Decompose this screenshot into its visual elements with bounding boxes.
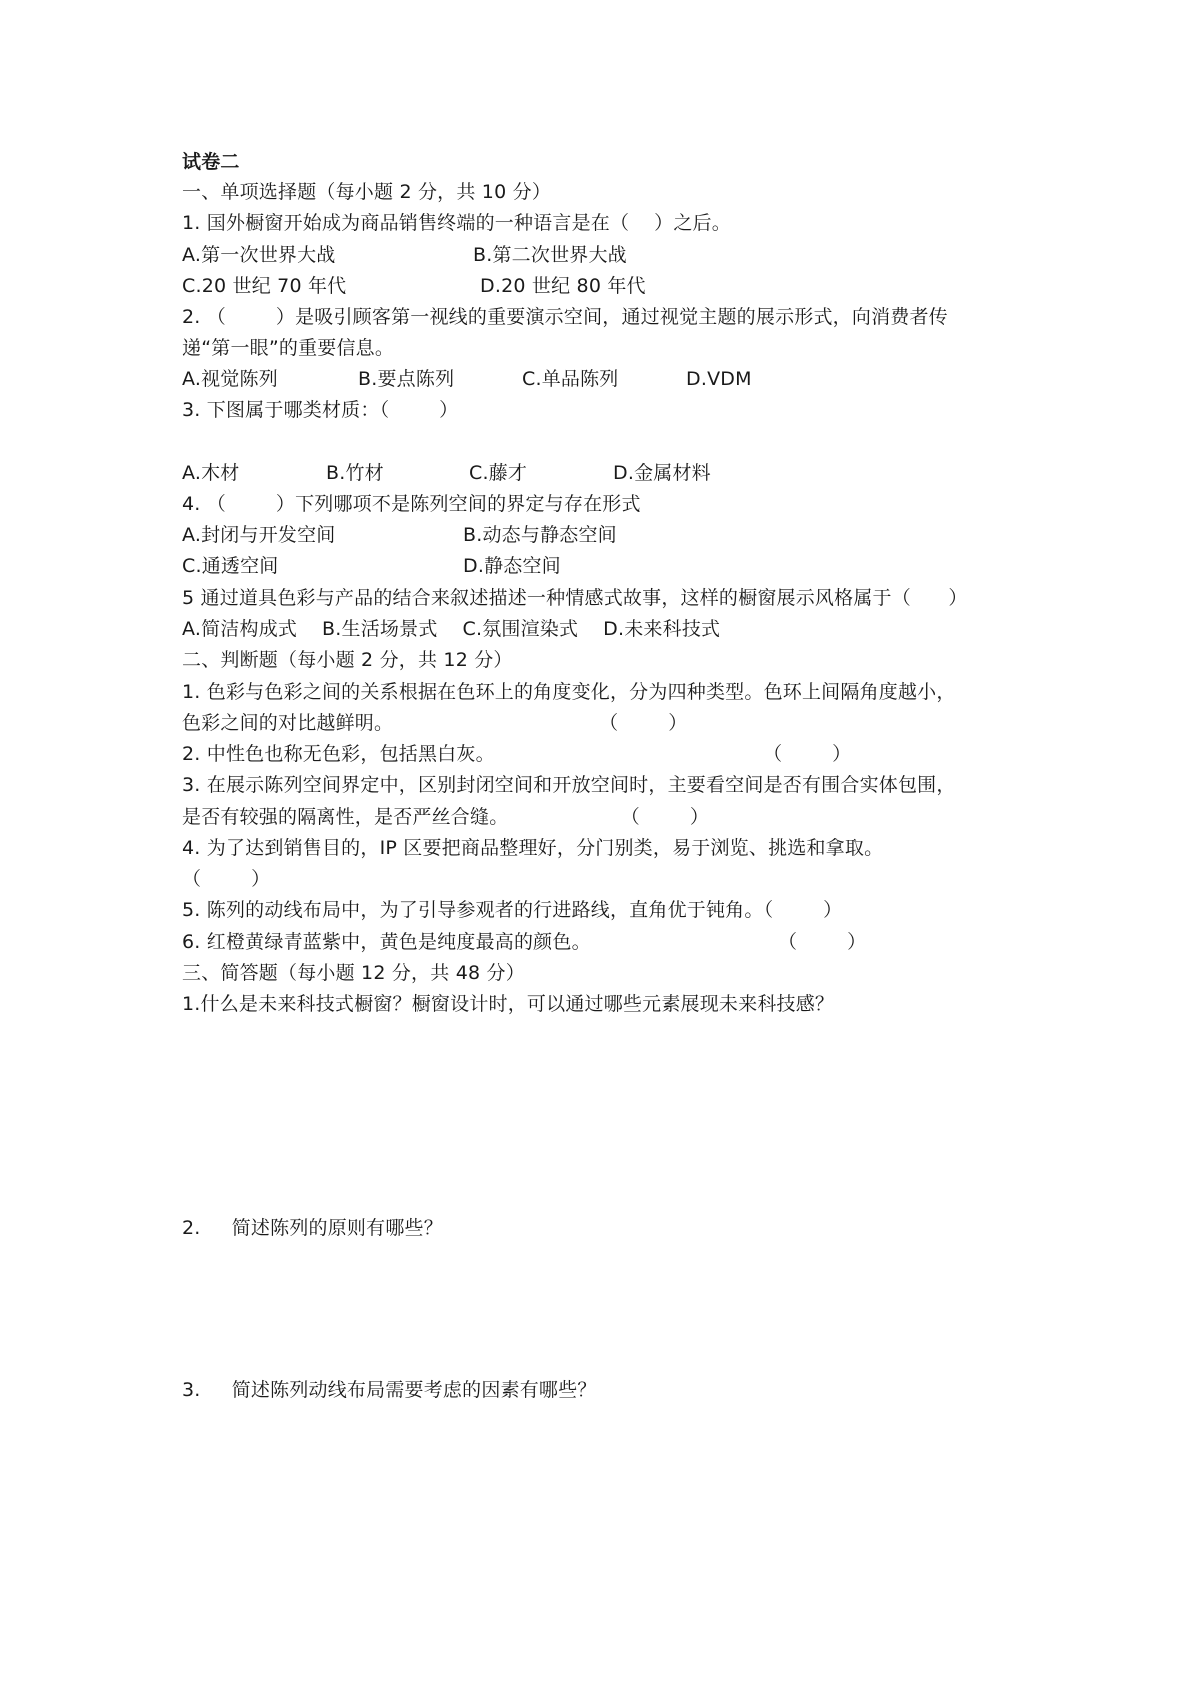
judge-q3-line1: 3. 在展示陈列空间界定中，区别封闭空间和开放空间时，主要看空间是否有围合实体包围， [182, 774, 956, 796]
exam-title: 试卷二 [182, 151, 240, 173]
q5-options: A.简洁构成式 B.生活场景式 C.氛围渲染式 D.未来科技式 [182, 618, 721, 640]
judge-q4-line1: 4. 为了达到销售目的，IP 区要把商品整理好，分门别类，易于浏览、挑选和拿取。 [182, 837, 884, 859]
q4-option-d: D.静态空间 [463, 555, 561, 577]
q4-option-a: A.封闭与开发空间 [182, 524, 336, 546]
judge-q4-line2: （ ） [182, 868, 271, 890]
q2-line2: 递“第一眼”的重要信息。 [182, 337, 395, 359]
q5-text: 5 通过道具色彩与产品的结合来叙述描述一种情感式故事，这样的橱窗展示风格属于（ ） [182, 587, 968, 609]
q2-line1: 2. （ ）是吸引顾客第一视线的重要演示空间，通过视觉主题的展示形式，向消费者传 [182, 306, 948, 328]
q3-text: 3. 下图属于哪类材质：（ ） [182, 399, 459, 421]
q3-option-c: C.藤才 [469, 462, 528, 484]
q2-option-b: B.要点陈列 [358, 368, 455, 390]
short-q1: 1.什么是未来科技式橱窗？橱窗设计时，可以通过哪些元素展现未来科技感？ [182, 993, 835, 1015]
q4-option-c: C.通透空间 [182, 555, 279, 577]
q3-option-d: D.金属材料 [613, 462, 711, 484]
section3-heading: 三、简答题（每小题 12 分，共 48 分） [182, 962, 525, 984]
q2-option-a: A.视觉陈列 [182, 368, 278, 390]
judge-q3-line2: 是否有较强的隔离性，是否严丝合缝。 （ ） [182, 806, 710, 828]
q4-option-b: B.动态与静态空间 [463, 524, 617, 546]
section1-heading: 一、单项选择题（每小题 2 分，共 10 分） [182, 181, 552, 203]
q1-option-d: D.20 世纪 80 年代 [480, 275, 646, 297]
short-q3: 3. 简述陈列动线布局需要考虑的因素有哪些？ [182, 1379, 597, 1401]
judge-q2: 2. 中性色也称无色彩，包括黑白灰。 （ ） [182, 743, 852, 765]
judge-q6: 6. 红橙黄绿青蓝紫中，黄色是纯度最高的颜色。 （ ） [182, 931, 867, 953]
q2-option-d: D.VDM [686, 368, 752, 390]
judge-q1-line1: 1. 色彩与色彩之间的关系根据在色环上的角度变化，分为四种类型。色环上间隔角度越小， [182, 681, 956, 703]
section2-heading: 二、判断题（每小题 2 分，共 12 分） [182, 649, 513, 671]
q1-text: 1. 国外橱窗开始成为商品销售终端的一种语言是在（ ）之后。 [182, 212, 731, 234]
q3-option-b: B.竹材 [326, 462, 384, 484]
q1-option-b: B.第二次世界大战 [473, 244, 627, 266]
judge-q1-line2: 色彩之间的对比越鲜明。 （ ） [182, 712, 688, 734]
q2-option-c: C.单品陈列 [522, 368, 619, 390]
judge-q5: 5. 陈列的动线布局中，为了引导参观者的行进路线，直角优于钝角。（ ） [182, 899, 843, 921]
q1-option-a: A.第一次世界大战 [182, 244, 336, 266]
q3-option-a: A.木材 [182, 462, 240, 484]
q4-text: 4. （ ）下列哪项不是陈列空间的界定与存在形式 [182, 493, 641, 515]
q1-option-c: C.20 世纪 70 年代 [182, 275, 347, 297]
short-q2: 2. 简述陈列的原则有哪些？ [182, 1217, 443, 1239]
